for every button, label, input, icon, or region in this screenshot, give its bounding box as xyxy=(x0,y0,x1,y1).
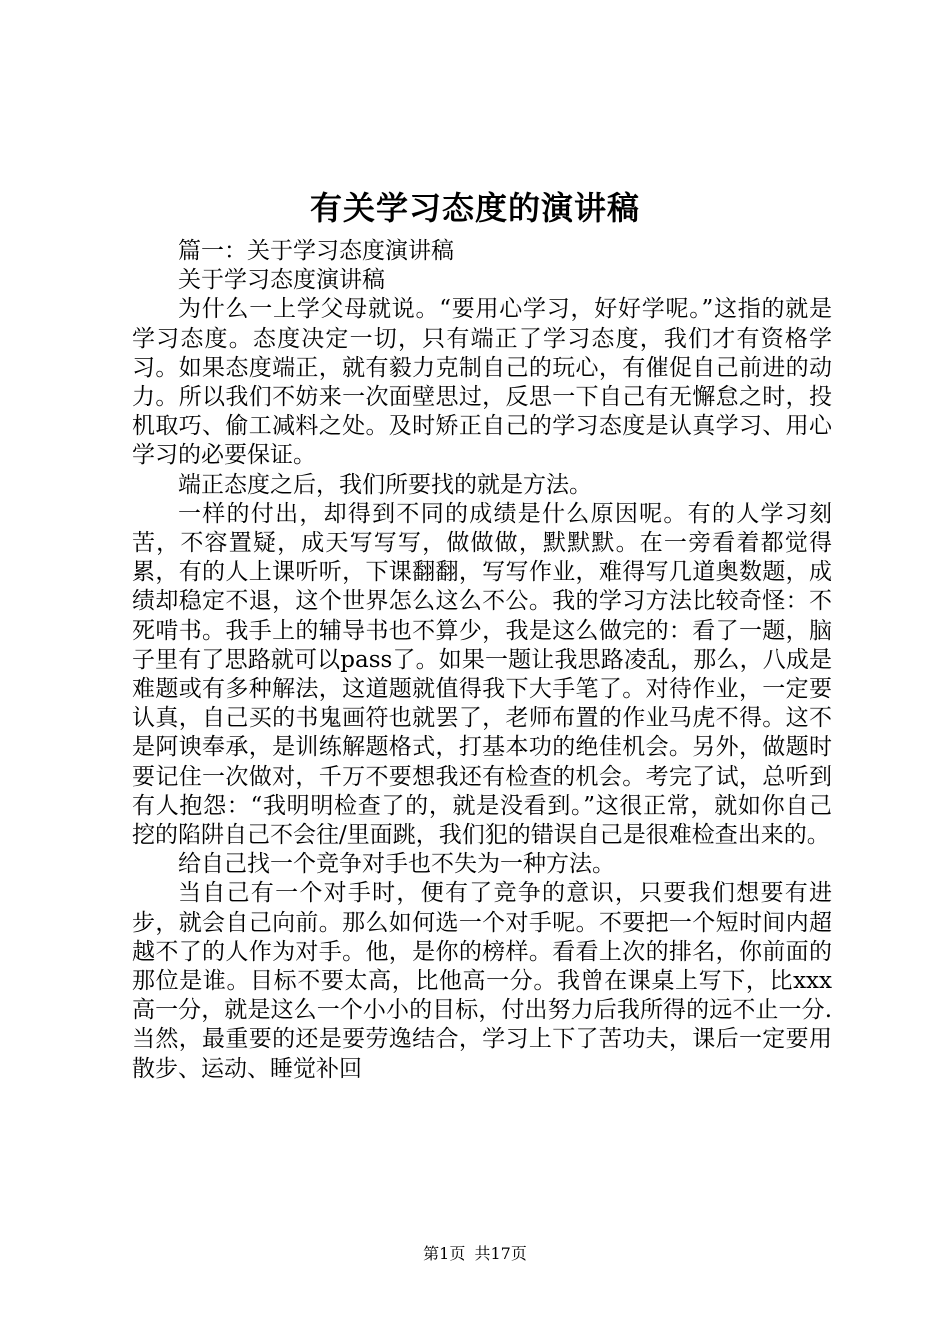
page-total: 共17页 xyxy=(474,1244,527,1263)
body-paragraph: 为什么一上学父母就说。“要用心学习，好好学呢。”这指的就是学习态度。态度决定一切，只有端正了学习态度，我们才有资格学习。如果态度端正，就有毅力克制自己的玩心，有催促自己前进的动力。所以我们不妨来一次面壁思过，反思一下自己有无懈怠之时，投机取巧、偷工减料之处。及时矫正自己的学习态度是认真学习、用心学习的必要保证。 xyxy=(132,296,832,469)
document-body xyxy=(132,237,832,1084)
body-paragraph: 当自己有一个对手时，便有了竞争的意识，只要我们想要有进步，就会自己向前。那么如何选一个对手呢。不要把一个短时间内超越不了的人作为对手。他，是你的榜样。看看上次的排名，你前面的那位是谁。目标不要太高，比他高一分。我曾在课桌上写下，比xxx高一分，就是这么一个小小的目标，付出努力后我所得的远不止一分.当然，最重要的还是要劳逸结合，学习上下了苦功夫，课后一定要用散步、运动、睡觉补回 xyxy=(132,880,832,1082)
page-footer xyxy=(0,1243,950,1265)
document-title: 有关学习态度的演讲稿 xyxy=(309,189,640,227)
section-heading: 篇一：关于学习态度演讲稿 xyxy=(178,238,454,264)
body-paragraph: 端正态度之后，我们所要找的就是方法。 xyxy=(178,471,592,498)
page-number: 第1页 xyxy=(423,1244,466,1263)
subheading: 关于学习态度演讲稿 xyxy=(178,267,385,294)
body-paragraph: 给自己找一个竞争对手也不失为一种方法。 xyxy=(178,851,615,878)
body-paragraph: 一样的付出，却得到不同的成绩是什么原因呢。有的人学习刻苦，不容置疑，成天写写写，做做做，默默默。在一旁看着都觉得累，有的人上课听听，下课翻翻，写写作业，难得写几道奥数题，成绩却稳定不退，这个世界怎么这么不公。我的学习方法比较奇怪：不死啃书。我手上的辅导书也不算少，我是这么做完的：看了一题，脑子里有了思路就可以pass了。如果一题让我思路凌乱，那么，八成是难题或有多种解法，这道题就值得我下大手笔了。对待作业，一定要认真，自己买的书鬼画符也就罢了，老师布置的作业马虎不得。这不是阿谀奉承，是训练解题格式，打基本功的绝佳机会。另外，做题时要记住一次做对，千万不要想我还有检查的机会。考完了试，总听到有人抱怨：“我明明检查了的，就是没看到。”这很正常，就如你自己挖的陷阱自己不会往/里面跳，我们犯的错误自己是很难检查出来的。 xyxy=(132,500,832,849)
